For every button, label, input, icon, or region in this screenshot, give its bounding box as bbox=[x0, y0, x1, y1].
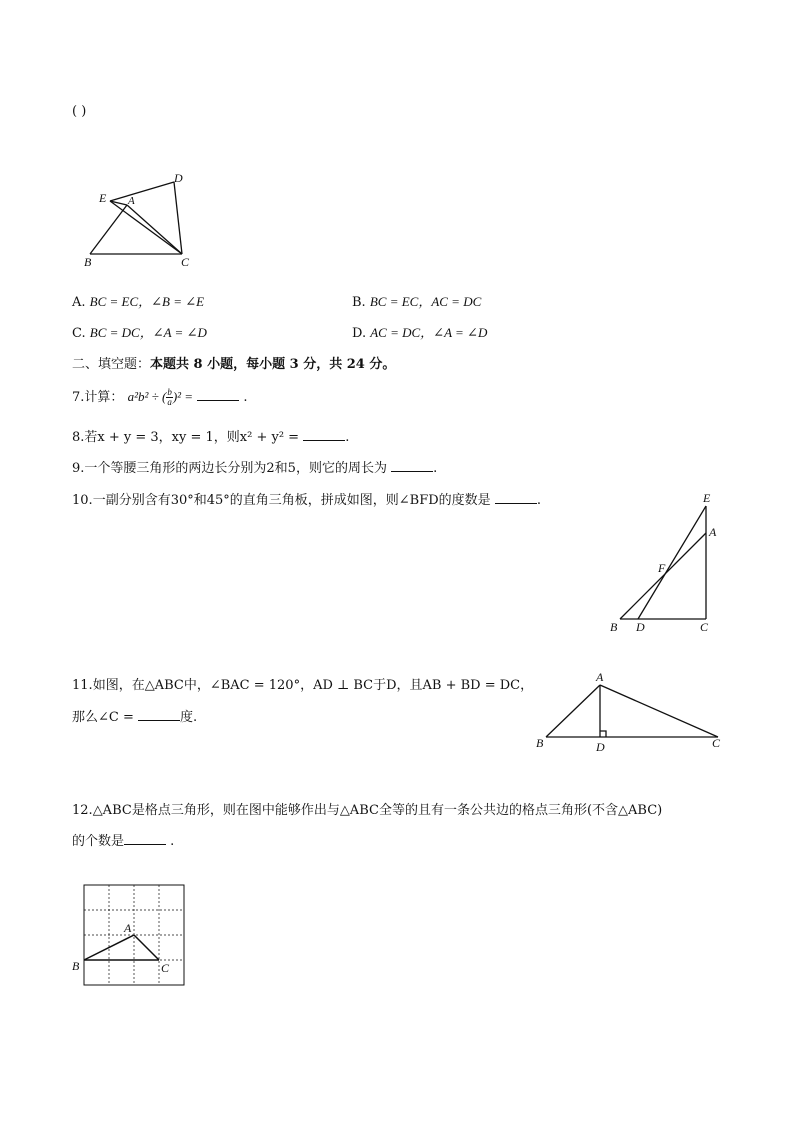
q10-suffix: . bbox=[536, 493, 541, 508]
question-12-line2 bbox=[72, 830, 174, 849]
q6-option-c bbox=[72, 322, 207, 341]
q12-label-a: A bbox=[124, 921, 132, 935]
q6-option-d-text: AC = DC，∠A = ∠D bbox=[370, 325, 488, 340]
q11-label-c: C bbox=[712, 736, 721, 750]
q6-seg-dc bbox=[174, 182, 182, 254]
q10-label-b: B bbox=[610, 620, 618, 634]
q6-option-c-text: BC = DC，∠A = ∠D bbox=[89, 325, 207, 340]
q10-label-f: F bbox=[658, 561, 666, 575]
q12-number: 12. bbox=[72, 803, 93, 818]
q11-figure bbox=[532, 668, 732, 758]
q10-label-e: E bbox=[703, 491, 711, 505]
q11-number: 11. bbox=[72, 678, 93, 693]
q6-option-d-letter: D. bbox=[352, 326, 367, 341]
q9-number: 9. bbox=[72, 461, 85, 476]
q11-label-d: D bbox=[596, 740, 605, 754]
question-9 bbox=[72, 457, 437, 476]
q6-option-a-text: BC = EC，∠B = ∠E bbox=[89, 294, 205, 309]
q7-expr-end: )² = bbox=[172, 389, 194, 404]
q6-label-d: D bbox=[174, 171, 183, 185]
q6-option-d bbox=[352, 322, 487, 341]
q6-seg-ed bbox=[110, 182, 174, 201]
q10-figure bbox=[600, 488, 730, 638]
q6-label-e: E bbox=[99, 191, 107, 205]
q12-line1: △ABC是格点三角形，则在图中能够作出与△ABC全等的且有一条公共边的格点三角形(不含△ABC) bbox=[92, 803, 663, 818]
q10-seg-ed bbox=[638, 506, 706, 619]
q6-figure bbox=[80, 170, 200, 270]
question-11-line1 bbox=[72, 674, 533, 693]
q6-option-a-letter: A. bbox=[72, 295, 86, 310]
q10-answer-blank[interactable] bbox=[495, 491, 537, 504]
q11-line2-suffix: 度. bbox=[180, 710, 198, 725]
q11-label-a: A bbox=[596, 670, 604, 684]
q9-answer-blank[interactable] bbox=[391, 459, 433, 472]
q7-frac-num: b bbox=[167, 387, 172, 397]
q12-label-c: C bbox=[161, 961, 170, 975]
q12-grid-figure bbox=[70, 880, 190, 990]
question-10 bbox=[72, 489, 541, 508]
q10-number: 10. bbox=[72, 493, 93, 508]
q11-line2-prefix: 那么∠C = bbox=[72, 710, 134, 725]
section-heading bbox=[72, 353, 395, 372]
section-title: 本题共 8 小题，每小题 3 分，共 24 分。 bbox=[150, 357, 396, 372]
q6-label-b: B bbox=[84, 255, 92, 269]
q10-label-d: D bbox=[636, 620, 645, 634]
q11-line1: 如图，在△ABC中，∠BAC = 120°，AD ⊥ BC于D，且AB + BD = DC， bbox=[92, 678, 534, 693]
q10-seg-ab bbox=[620, 533, 706, 619]
q12-line2-suffix: . bbox=[170, 834, 175, 849]
q6-option-a bbox=[72, 291, 204, 310]
q12-answer-blank[interactable] bbox=[124, 832, 166, 845]
question-12-line1 bbox=[72, 799, 662, 818]
question-7 bbox=[72, 386, 248, 407]
q6-option-b-text: BC = EC，AC = DC bbox=[369, 294, 482, 309]
q12-seg-ac bbox=[134, 935, 159, 960]
q6-seg-ac bbox=[127, 205, 182, 254]
answer-paren: ( ) bbox=[72, 104, 87, 119]
q12-label-b: B bbox=[72, 959, 80, 973]
q7-expr-start: a²b² ÷ ( bbox=[127, 389, 167, 404]
q6-label-a: A bbox=[128, 195, 135, 207]
q11-seg-ac bbox=[600, 685, 718, 737]
q11-seg-ab bbox=[546, 685, 600, 737]
q10-label-c: C bbox=[700, 620, 709, 634]
section-prefix: 二、填空题： bbox=[72, 357, 151, 372]
q11-label-b: B bbox=[536, 736, 544, 750]
q7-answer-blank[interactable] bbox=[197, 388, 239, 401]
q10-text: 一副分别含有30°和45°的直角三角板，拼成如图，则∠BFD的度数是 bbox=[92, 493, 491, 508]
q9-text: 一个等腰三角形的两边长分别为2和5，则它的周长为 bbox=[84, 461, 387, 476]
q6-option-b bbox=[352, 291, 481, 310]
q11-right-angle-mark bbox=[600, 731, 606, 737]
q7-prefix: 计算： bbox=[84, 390, 124, 405]
q8-number: 8. bbox=[72, 430, 85, 445]
q7-suffix: . bbox=[243, 390, 248, 405]
q12-line2-prefix: 的个数是 bbox=[72, 834, 125, 849]
q11-answer-blank[interactable] bbox=[138, 708, 180, 721]
q6-seg-ec bbox=[110, 201, 182, 254]
q8-text: 若x + y = 3，xy = 1，则x² + y² = bbox=[84, 430, 300, 445]
q7-number: 7. bbox=[72, 390, 85, 405]
q6-option-b-letter: B. bbox=[352, 295, 366, 310]
q7-frac-den: a bbox=[167, 397, 172, 407]
q6-label-c: C bbox=[181, 255, 190, 269]
q10-label-a: A bbox=[709, 525, 717, 539]
question-8 bbox=[72, 426, 349, 445]
q6-option-c-letter: C. bbox=[72, 326, 86, 341]
q9-suffix: . bbox=[433, 461, 438, 476]
question-11-line2 bbox=[72, 706, 197, 725]
q8-suffix: . bbox=[345, 430, 350, 445]
q8-answer-blank[interactable] bbox=[303, 428, 345, 441]
q6-seg-ba bbox=[90, 205, 127, 254]
